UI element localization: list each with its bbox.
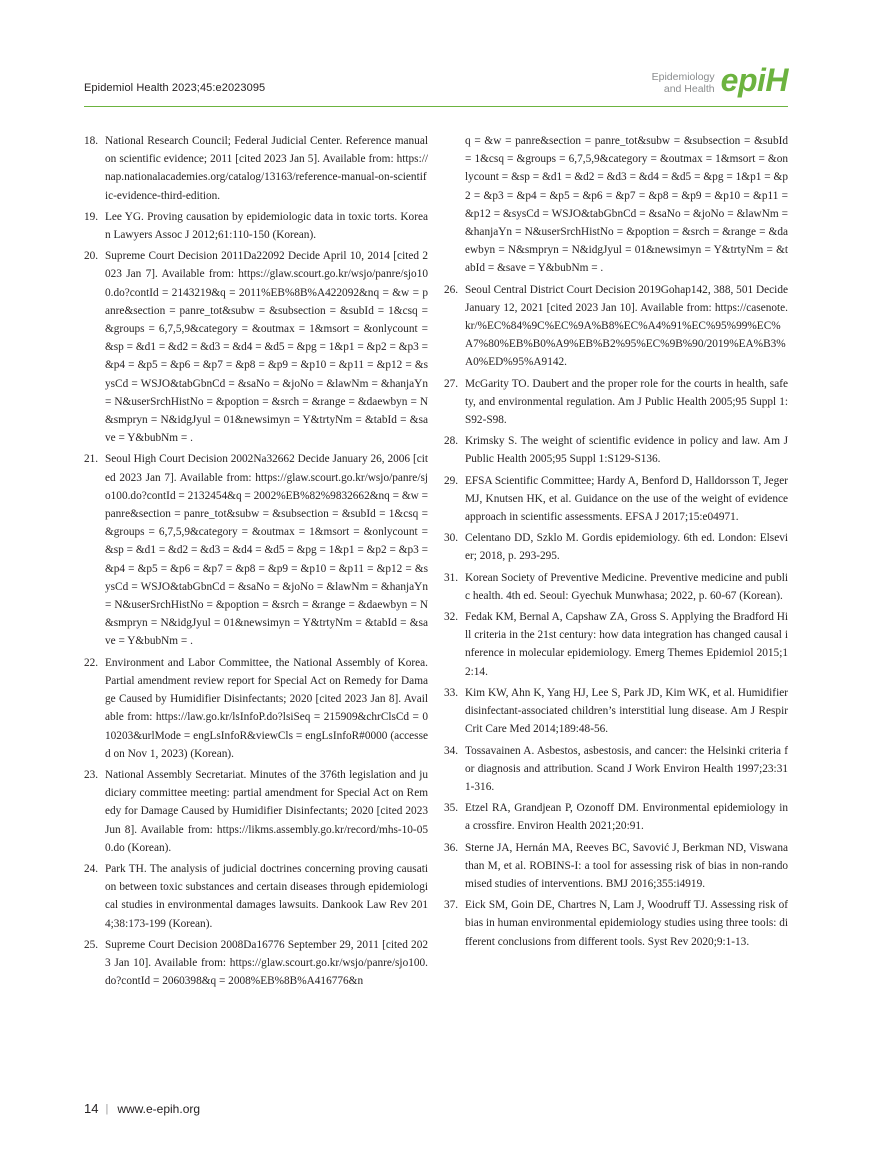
- reference-number: 33.: [444, 686, 459, 699]
- reference-column-right: [444, 132, 788, 954]
- reference-item: [84, 936, 428, 991]
- reference-item: [84, 247, 428, 447]
- reference-item: [84, 654, 428, 763]
- footer-website-link[interactable]: www.e-epih.org: [117, 1101, 201, 1116]
- reference-list: [444, 132, 788, 951]
- page-number: 14: [84, 1101, 99, 1116]
- reference-item: [444, 608, 788, 681]
- reference-text: National Assembly Secretariat. Minutes of the 376th legislation and judiciary committee meeting: partial amendment for Special Act on Remedy for Damage Caused by Humidifier Disinfectants; 2020 [cited 2023 Jun 8]. Available from: https://likms.assembly.go.kr/record/mhs-10-050.do (Korean).: [105, 768, 428, 854]
- reference-number: 23.: [84, 768, 99, 781]
- reference-text: Supreme Court Decision 2008Da16776 September 29, 2011 [cited 2023 Jan 10]. Available from: https://glaw.scourt.go.kr/wsjo/panre/sjo100.do?contId = 2060398&q = 2008%EB%8B%A416776&n: [105, 938, 428, 988]
- footer-separator: |: [105, 1102, 109, 1115]
- reference-number: 34.: [444, 744, 459, 757]
- reference-number: 19.: [84, 210, 99, 223]
- reference-item: [444, 529, 788, 565]
- reference-number: 27.: [444, 377, 459, 390]
- reference-number: 26.: [444, 283, 459, 296]
- reference-item: [444, 569, 788, 605]
- page-footer: [84, 1101, 200, 1116]
- reference-item: [444, 799, 788, 835]
- reference-number: 28.: [444, 435, 459, 448]
- reference-item: [84, 450, 428, 650]
- reference-number: 29.: [444, 474, 459, 487]
- reference-text: Kim KW, Ahn K, Yang HJ, Lee S, Park JD, Kim WK, et al. Humidifier disinfectant-associated children’s interstitial lung disease. Am J Respir Crit Care Med 2014;189:48-56.: [465, 686, 788, 736]
- reference-number: 21.: [84, 453, 99, 466]
- reference-number: 24.: [84, 862, 99, 875]
- reference-number: 37.: [444, 899, 459, 912]
- reference-item: [84, 208, 428, 244]
- reference-text: Fedak KM, Bernal A, Capshaw ZA, Gross S. Applying the Bradford Hill criteria in the 21st century: how data integration has changed causal inference in molecular epidemiology. Emerg Themes Epidemiol 2015;12:14.: [465, 611, 788, 678]
- reference-item: [84, 766, 428, 857]
- reference-number: 22.: [84, 656, 99, 669]
- reference-item: [444, 472, 788, 527]
- reference-list: [84, 132, 428, 990]
- reference-text: Korean Society of Preventive Medicine. Preventive medicine and public health. 4th ed. Seoul: Gyechuk Munwhasa; 2022, p. 60-67 (Korean).: [465, 571, 788, 602]
- reference-text: Tossavainen A. Asbestos, asbestosis, and cancer: the Helsinki criteria for diagnosis and attribution. Scand J Work Environ Health 1997;23:311-316.: [465, 744, 788, 793]
- reference-item: [84, 132, 428, 205]
- reference-item: [444, 742, 788, 797]
- reference-number: 36.: [444, 841, 459, 854]
- reference-column-left: [84, 132, 428, 993]
- logo-journal-name: Epidemiology and Health: [651, 70, 715, 95]
- reference-text: Etzel RA, Grandjean P, Ozonoff DM. Environmental epidemiology in a crossfire. Environ Health 2021;20:91.: [465, 802, 788, 833]
- reference-text: Environment and Labor Committee, the National Assembly of Korea. Partial amendment review report for Special Act on Remedy for Damage Caused by Humidifier Disinfectants; 2020 [cited 2023 Jan 8]. Available from: https://law.go.kr/lsInfoP.do?lsiSeq = 215909&chrClsCd = 010203&urlMode = engLsInfoR&viewCls = engLsInfoR#0000 (accessed on Nov 1, 2023) (Korean).: [105, 656, 428, 760]
- reference-number: 35.: [444, 802, 459, 815]
- reference-number: 32.: [444, 611, 459, 624]
- reference-item: [444, 839, 788, 894]
- journal-logo: [652, 62, 788, 99]
- reference-item: [444, 432, 788, 468]
- reference-continuation: q = &w = panre&section = panre_tot&subw = &subsection = &subId = 1&csq = &groups = 6,7,5,9&category = &outmax = 1&msort = &onlycount = &sp = &d1 = &d2 = &d3 = &d4 = &d5 = &pg = 1&p1 = &p2 = &p3 = &p4 = &p5 = &p6 = &p7 = &p8 = &p9 = &p10 = &p11 = &p12 = &sysCd = WSJO&tabGbnCd = &saNo = &joNo = &lawNm = &hanjaYn = N&userSrchHistNo = &poption = &srch = &range = &daewbyn = N&smpryn = N&idgJyul = 01&newsimyn = Y&trtyNm = &tabId = &save = Y&bubNm = .: [465, 135, 788, 275]
- reference-text: Seoul Central District Court Decision 2019Gohap142, 388, 501 Decide January 12, 2021 [cited 2023 Jan 10]. Available from: https://casenote.kr/%EC%84%9C%EC%9A%B8%EC%A4%91%EC%95%99%EC%A7%80%EB%B0%A9%EB%B2%95%EC%9B%90/2019%EA%B3%A0%ED%95%A9142.: [465, 283, 788, 369]
- logo-mark: epiH: [720, 62, 788, 98]
- reference-number: 30.: [444, 532, 459, 545]
- reference-number: 25.: [84, 938, 99, 951]
- reference-text: Krimsky S. The weight of scientific evidence in policy and law. Am J Public Health 2005;95 Suppl 1:S129-S136.: [465, 435, 788, 466]
- reference-text: Celentano DD, Szklo M. Gordis epidemiology. 6th ed. London: Elsevier; 2018, p. 293-295.: [465, 532, 788, 563]
- reference-text: Eick SM, Goin DE, Chartres N, Lam J, Woodruff TJ. Assessing risk of bias in human environmental epidemiology studies using three tools: different conclusions from different tools. Syst Rev 2020;9:1-13.: [465, 899, 788, 948]
- reference-number: 31.: [444, 571, 459, 584]
- reference-text: Supreme Court Decision 2011Da22092 Decide April 10, 2014 [cited 2023 Jan 7]. Available from: https://glaw.scourt.go.kr/wsjo/panre/sjo100.do?contId = 2143219&q = 2011%EB%8B%A422092&nq = &w = panre&section = panre_tot&subw = &subsection = &subId = 1&csq = &groups = 6,7,5,9&category = &outmax = 1&msort = &onlycount = &sp = &d1 = &d2 = &d3 = &d4 = &d5 = &pg = 1&p1 = &p2 = &p3 = &p4 = &p5 = &p6 = &p7 = &p8 = &p9 = &p10 = &p11 = &p12 = &sysCd = WSJO&tabGbnCd = &saNo = &joNo = &lawNm = &hanjaYn = N&userSrchHistNo = &poption = &srch = &range = &daewbyn = N&smpryn = N&idgJyul = 01&newsimyn = Y&trtyNm = &tabId = &save = Y&bubNm = .: [105, 250, 428, 445]
- reference-item: [444, 375, 788, 430]
- reference-item: [444, 281, 788, 372]
- reference-number: 18.: [84, 135, 99, 147]
- reference-text: Park TH. The analysis of judicial doctrines concerning proving causation between toxic substances and certain diseases through epidemiological studies in environmental damages lawsuits. Dankook Law Rev 2014;38:173-199 (Korean).: [105, 862, 428, 930]
- reference-text: Sterne JA, Hernán MA, Reeves BC, Savović J, Berkman ND, Viswanathan M, et al. ROBINS-I: a tool for assessing risk of bias in non-randomised studies of interventions. BMJ 2016;355:i4919.: [465, 841, 788, 890]
- reference-item: [444, 896, 788, 951]
- reference-text: National Research Council; Federal Judicial Center. Reference manual on scientific evidence; 2011 [cited 2023 Jan 5]. Available from: https://nap.nationalacademies.org/catalog/13163/reference-manual-on-scientific-evidence-third-edition.: [105, 135, 428, 202]
- reference-text: McGarity TO. Daubert and the proper role for the courts in health, safety, and environmental regulation. Am J Public Health 2005;95 Suppl 1:S92-S98.: [465, 377, 788, 427]
- reference-text: Lee YG. Proving causation by epidemiologic data in toxic torts. Korean Lawyers Assoc J 2012;61:110-150 (Korean).: [105, 210, 428, 242]
- running-header-citation: Epidemiol Health 2023;45:e2023095: [84, 82, 266, 94]
- reference-item: [444, 684, 788, 739]
- header-rule: [84, 106, 788, 107]
- reference-item: [84, 860, 428, 933]
- reference-text: EFSA Scientific Committee; Hardy A, Benford D, Halldorsson T, Jeger MJ, Knutsen HK, et al. Guidance on the use of the weight of evidence approach in scientific assessments. EFSA J 2017;15:e04971.: [465, 474, 788, 524]
- reference-text: Seoul High Court Decision 2002Na32662 Decide January 26, 2006 [cited 2023 Jan 7]. Available from: https://glaw.scourt.go.kr/wsjo/panre/sjo100.do?contId = 2132454&q = 2002%EB%82%9832662&nq = &w = panre&section = panre_tot&subw = &subsection = &subId = 1&csq = &groups = 6,7,5,9&category = &outmax = 1&msort = &onlycount = &sp = &d1 = &d2 = &d3 = &d4 = &d5 = &pg = 1&p1 = &p2 = &p3 = &p4 = &p5 = &p6 = &p7 = &p8 = &p9 = &p10 = &p11 = &p12 = &sysCd = WSJO&tabGbnCd = &saNo = &joNo = &lawNm = &hanjaYn = N&userSrchHistNo = &poption = &srch = &range = &daewbyn = N&smpryn = N&idgJyul = 01&newsimyn = Y&trtyNm = &tabId = &save = Y&bubNm = .: [105, 453, 428, 648]
- reference-number: 20.: [84, 250, 99, 263]
